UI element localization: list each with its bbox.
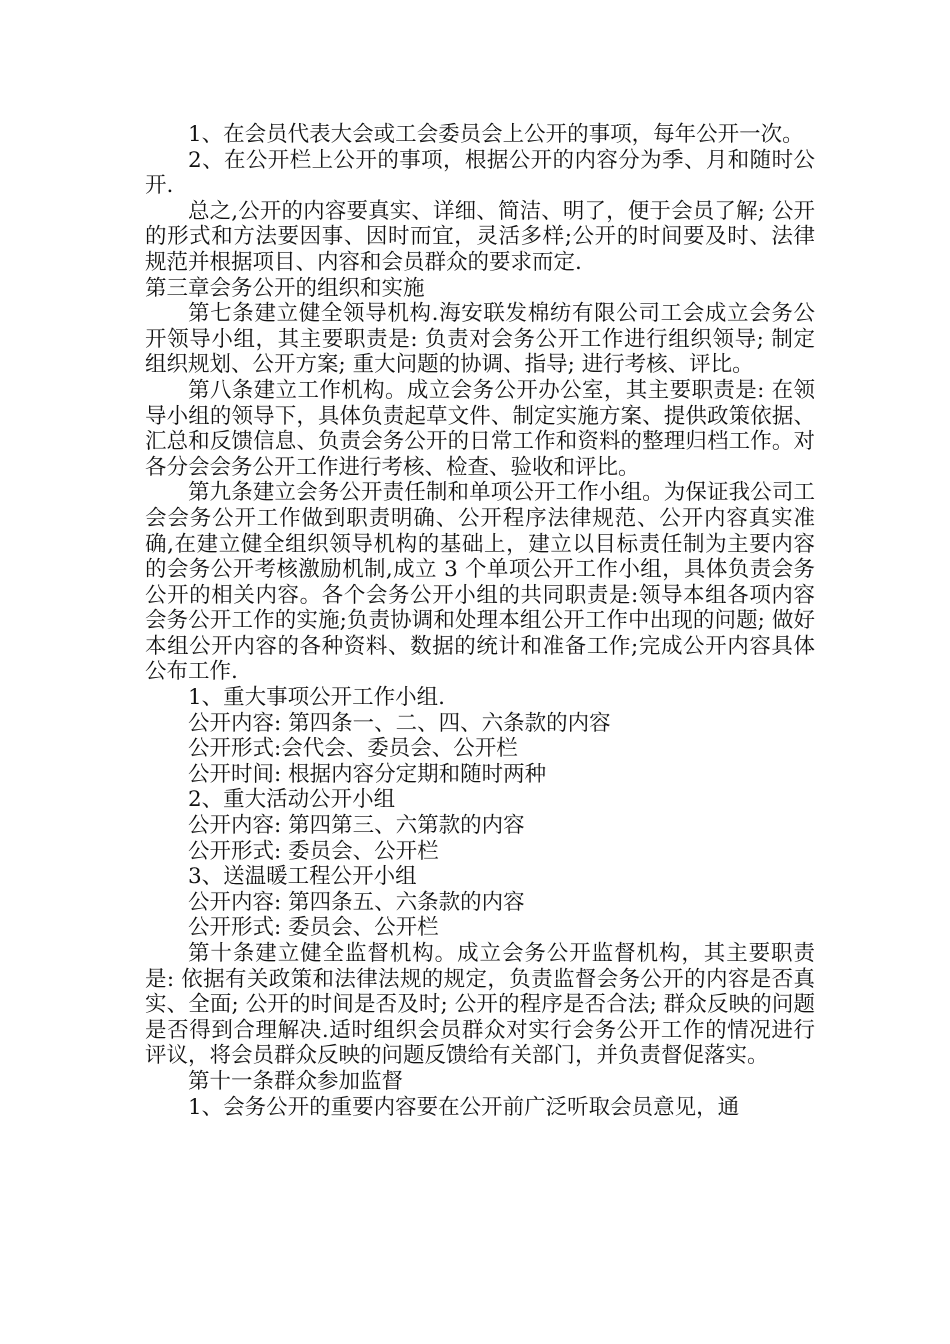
list-item-time-1: 公开时间: 根据内容分定期和随时两种 <box>188 761 547 787</box>
paragraph-article-11-title: 第十一条群众参加监督 <box>188 1068 404 1094</box>
chapter-heading: 第三章会务公开的组织和实施 <box>145 275 425 301</box>
paragraph-article-11-item-1: 1、会务公开的重要内容要在公开前广泛听取会员意见，通 <box>188 1094 740 1120</box>
paragraph-article-8: 第八条建立工作机构。成立会务公开办公室，其主要职责是: 在领导小组的领导下，具体负责起草文件、制定实施方案、提供政策依据、汇总和反馈信息、负责会务公开的日常工作和资料的整理归档工作。对各分会会务公开工作进行考核、检查、验收和评比。 <box>145 377 815 480</box>
list-item-major-activities-group: 2、重大活动公开小组 <box>188 787 396 813</box>
paragraph-bulletin-disclosure: 2、在公开栏上公开的事项，根据公开的内容分为季、月和随时公开. <box>145 147 815 199</box>
document-page <box>145 122 815 1120</box>
list-item-form-2: 公开形式: 委员会、公开栏 <box>188 838 439 864</box>
list-item-content-2: 公开内容: 第四第三、六第款的内容 <box>188 813 525 839</box>
paragraph-annual-disclosure: 1、在会员代表大会或工会委员会上公开的事项，每年公开一次。 <box>188 122 804 147</box>
paragraph-article-9: 第九条建立会务公开责任制和单项公开工作小组。为保证我公司工会会务公开工作做到职责明确、公开程序法律规范、公开内容真实准确,在建立健全组织领导机构的基础上，建立以目标责任制为主要内容的会务公开考核激励机制,成立 3 个单项公开工作小组，具体负责会务公开的相关内容。各个会务公开小组的共同职责是:领导本组各项内容会务公开工作的实施;负责协调和处理本组公开工作中出现的问题; 做好本组公开内容的各种资料、数据的统计和准备工作;完成公开内容具体公布工作. <box>145 480 815 685</box>
list-item-form-1: 公开形式:会代会、委员会、公开栏 <box>188 736 518 762</box>
paragraph-article-10: 第十条建立健全监督机构。成立会务公开监督机构，其主要职责是: 依据有关政策和法律法规的规定，负责监督会务公开的内容是否真实、全面; 公开的时间是否及时; 公开的程序是否合法; 群众反映的问题是否得到合理解决.适时组织会员群众对实行会务公开工作的情况进行评议，将会员群众反映的问题反馈给有关部门，并负责督促落实。 <box>145 941 815 1069</box>
list-item-content-1: 公开内容: 第四条一、二、四、六条款的内容 <box>188 710 611 736</box>
paragraph-article-7: 第七条建立健全领导机构.海安联发棉纺有限公司工会成立会务公开领导小组，其主要职责是: 负责对会务公开工作进行组织领导; 制定组织规划、公开方案; 重大问题的协调、指导; 进行考核、评比。 <box>145 301 815 378</box>
list-item-warmth-group: 3、送温暖工程公开小组 <box>188 864 417 890</box>
paragraph-summary: 总之,公开的内容要真实、详细、简洁、明了，便于会员了解; 公开的形式和方法要因事、因时而宜，灵活多样;公开的时间要及时、法律规范并根据项目、内容和会员群众的要求而定. <box>145 198 815 275</box>
list-item-form-3: 公开形式: 委员会、公开栏 <box>188 915 439 941</box>
list-item-content-3: 公开内容: 第四条五、六条款的内容 <box>188 889 525 915</box>
list-item-major-matters-group: 1、重大事项公开工作小组. <box>188 685 446 711</box>
